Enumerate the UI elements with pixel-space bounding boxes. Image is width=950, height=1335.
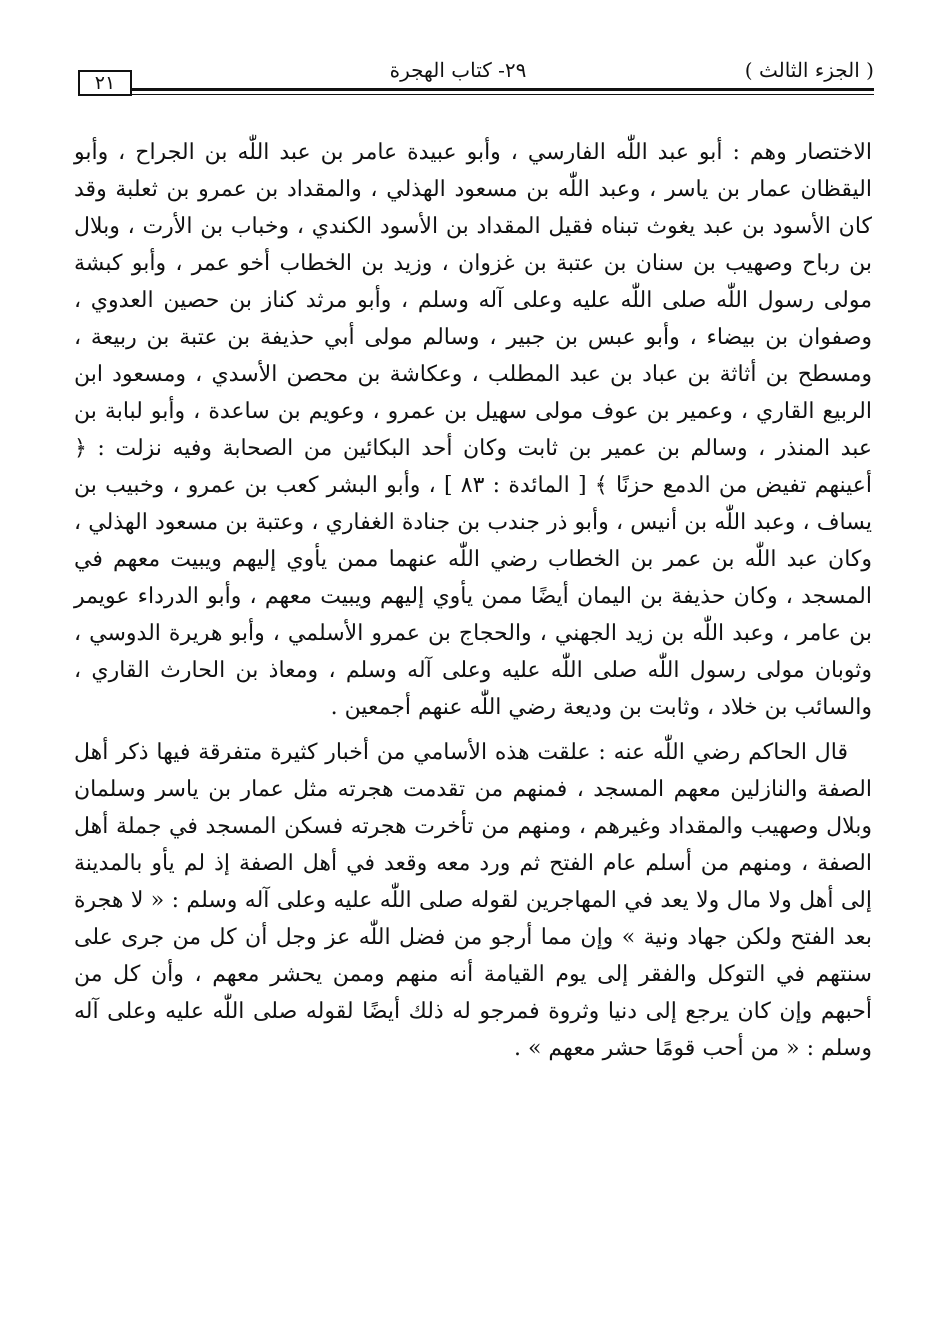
paragraph-names-list: الاختصار وهم : أبو عبد اللّٰه الفارسي ، وأبو عبيدة عامر بن عبد اللّٰه بن الجراح ، وأبو اليقظان عمار بن ياسر ، وعبد اللّٰه بن مسعود الهذلي ، والمقداد بن عمرو بن ثعلبة وقد كان الأسود بن عبد يغوث تبناه فقيل المقداد بن الأسود الكندي ، وخباب بن الأرت ، وبلال بن رباح وصهيب بن سنان بن عتبة بن غزوان ، وزيد بن الخطاب أخو عمر ، وأبو كبشة مولى رسول اللّٰه صلى اللّٰه عليه وعلى آله وسلم ، وأبو مرثد كناز بن حصين العدوي ، وصفوان بن بيضاء ، وأبو عبس بن جبير ، وسالم مولى أبي حذيفة بن عتبة بن ربيعة ، ومسطح بن أثاثة بن عباد بن عبد المطلب ، وعكاشة بن محصن الأسدي ، ومسعود ابن الربيع القاري ، وعمير بن عوف مولى سهيل بن عمرو ، وعويم بن ساعدة ، وأبو لبابة بن عبد المنذر ، وسالم بن عمير بن ثابت وكان أحد البكائين من الصحابة وفيه نزلت : ﴿ أعينهم تفيض من الدمع حزنًا ﴾ [ المائدة : ٨٣ ] ، وأبو البشر كعب بن عمرو ، وخبيب بن يساف ، وعبد اللّٰه بن أنيس ، وأبو ذر جندب بن جنادة الغفاري ، وعتبة بن مسعود الهذلي ، وكان عبد اللّٰه بن عمر بن الخطاب رضي اللّٰه عنهما ممن يأوي إليهم ويبيت معهم في المسجد ، وكان حذيفة بن اليمان أيضًا ممن يأوي إليهم ويبيت معهم ، وأبو الدرداء عويمر بن عامر ، وعبد اللّٰه بن زيد الجهني ، والحجاج بن عمرو الأسلمي ، وأبو هريرة الدوسي ، وثوبان مولى رسول اللّٰه صلى اللّٰه عليه وعلى آله وسلم ، ومعاذ بن الحارث القاري ، والسائب بن خلاد ، وثابت بن وديعة رضي اللّٰه عنهم أجمعين . <box>74 140 872 720</box>
page-body <box>74 134 872 1067</box>
paragraph-hakim-commentary: قال الحاكم رضي اللّٰه عنه : علقت هذه الأسامي من أخبار كثيرة متفرقة فيها ذكر أهل الصفة والنازلين معهم المسجد ، فمنهم من تقدمت هجرته مثل عمار بن ياسر وسلمان وبلال وصهيب والمقداد وغيرهم ، ومنهم من تأخرت هجرته فسكن المسجد في جملة أهل الصفة ، ومنهم من أسلم عام الفتح ثم ورد معه وقعد في أهل الصفة إذ لم يأو بالمدينة إلى أهل ولا مال ولا يعد في المهاجرين لقوله صلى اللّٰه عليه وعلى آله وسلم : « لا هجرة بعد الفتح ولكن جهاد ونية » وإن مما أرجو من فضل اللّٰه عز وجل أن كل من جرى على سنتهم في التوكل والفقر إلى يوم القيامة أنه منهم وممن يحشر معهم ، وأن كل من أحبهم وإن كان يرجع إلى دنيا وثروة فمرجو له ذلك أيضًا لقوله صلى اللّٰه عليه وعلى آله وسلم : « من أحب قومًا حشر معهم » . <box>74 740 872 1061</box>
book-title: ٢٩- كتاب الهجرة <box>389 58 527 82</box>
page-number: ٢١ <box>78 70 132 96</box>
page-header <box>78 58 874 98</box>
part-title: ( الجزء الثالث ) <box>744 58 874 82</box>
header-rule-thin <box>132 94 874 95</box>
header-rule-thick <box>132 88 874 91</box>
